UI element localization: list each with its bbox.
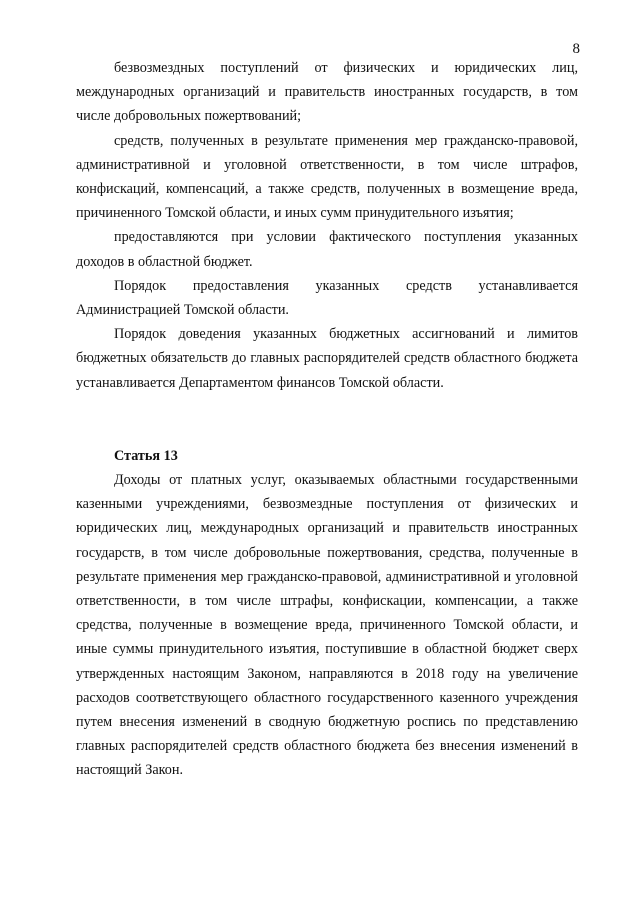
paragraph: предоставляются при условии фактического поступления указанных доходов в областной бюджет. (76, 229, 578, 270)
paragraph: Порядок предоставления указанных средств устанавливается Администрацией Томской области. (76, 277, 578, 319)
paragraph: Порядок доведения указанных бюджетных ассигнований и лимитов бюджетных обязательств до главных распорядителей средств областного бюджета устанавливается Департаментом финансов Томской области. (76, 326, 578, 391)
article-heading: Статья 13 (114, 447, 178, 464)
paragraph: безвозмездных поступлений от физических и юридических лиц, международных организаций и правительств иностранных государств, в том числе добровольных пожертвований; (76, 60, 578, 125)
paragraph: средств, полученных в результате применения мер гражданско-правовой, административной и уголовной ответственности, в том числе штрафов, конфискаций, компенсаций, а также средств, полученных в возмещение вреда, причиненного Томской области, и иных сумм принудительного изъятия; (76, 132, 578, 222)
page-number: 8 (572, 41, 580, 57)
document-body (76, 56, 578, 783)
article-paragraph: Доходы от платных услуг, оказываемых областными государственными казенными учреждениями, безвозмездные поступления от физических и юридических лиц, международных организаций и правительств иностранных государств, в том числе добровольные пожертвования, средства, полученные в результате применения мер гражданско-правовой, административной и уголовной ответственности, в том числе штрафы, конфискации, компенсации, а также средства, полученные в возмещение вреда, причиненного Томской области, и иные суммы принудительного изъятия, поступившие в областной бюджет сверх утвержденных настоящим Законом, направляются в 2018 году на увеличение расходов соответствующего областного государственного казенного учреждения путем внесения изменений в сводную бюджетную роспись по представлению главных распорядителей средств областного бюджета без внесения изменений в настоящий Закон. (76, 472, 578, 779)
